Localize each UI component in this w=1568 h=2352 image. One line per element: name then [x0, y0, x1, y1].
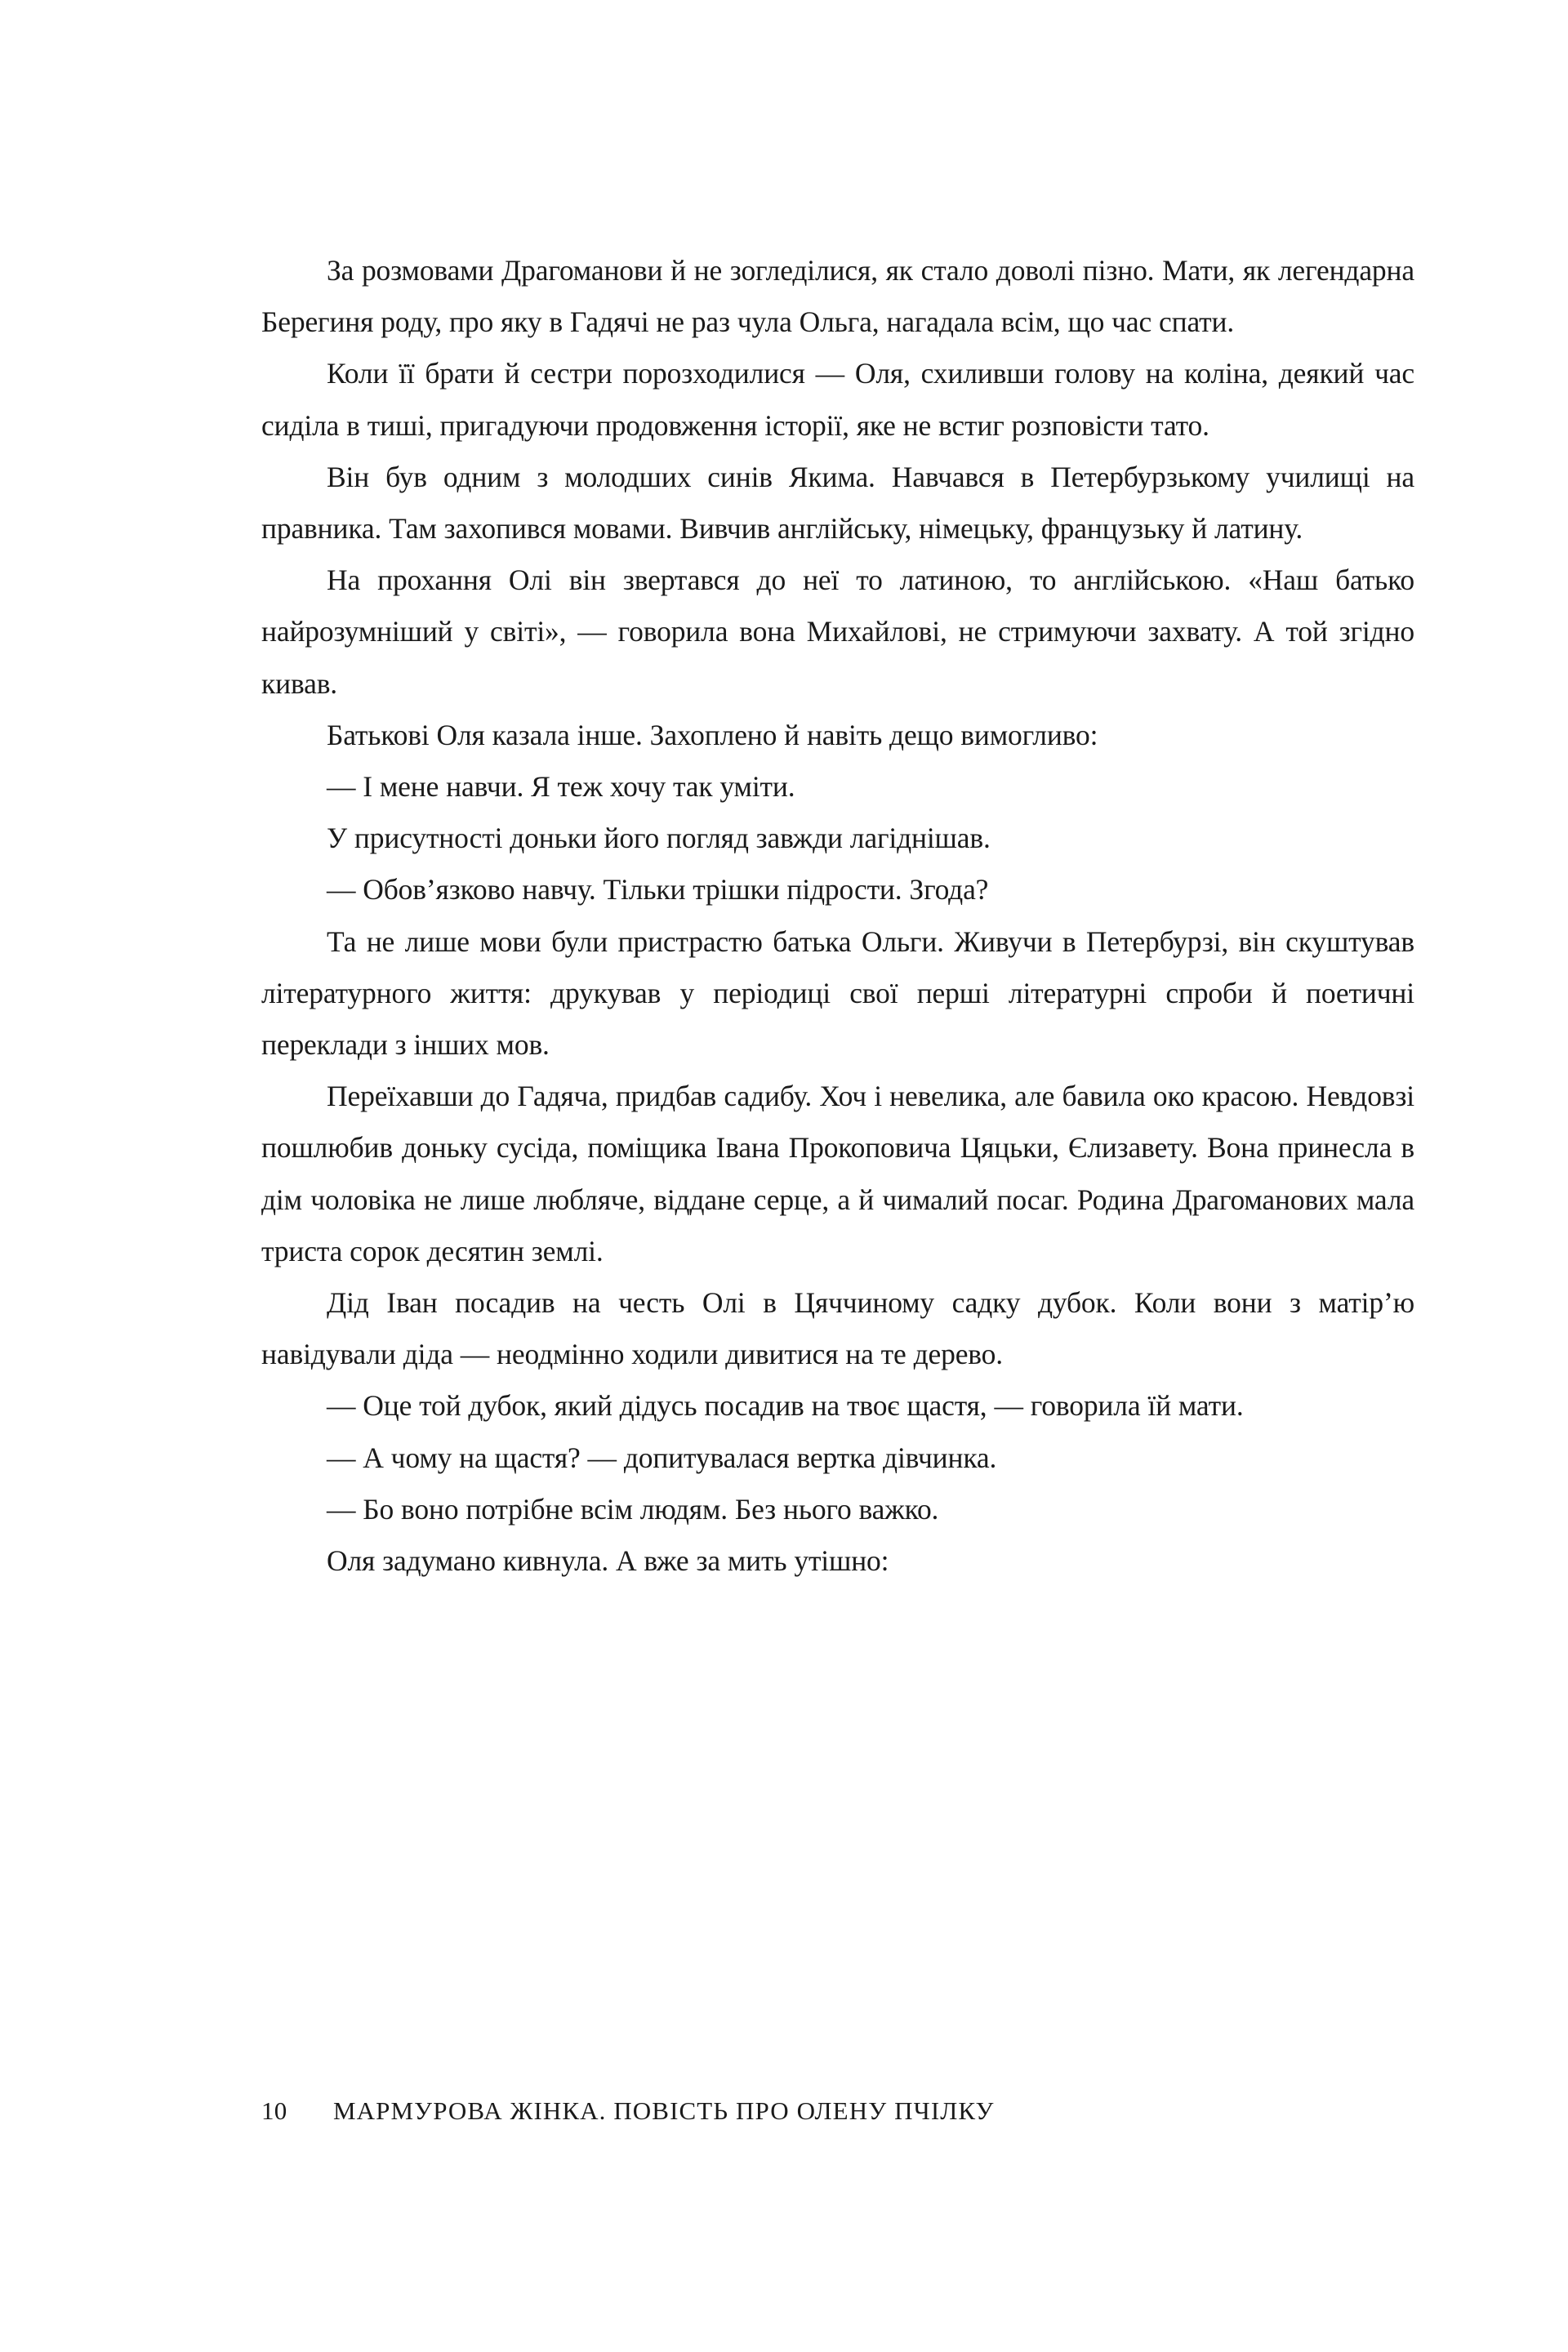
page-number: 10: [261, 2096, 287, 2125]
body-paragraph: — А чому на щастя? — допитувалася вертка дівчинка.: [327, 1441, 997, 1474]
running-title: МАРМУРОВА ЖІНКА. ПОВІСТЬ ПРО ОЛЕНУ ПЧІЛКУ: [333, 2096, 995, 2125]
body-paragraph: — Обов’язково навчу. Тільки трішки підрости. Згода?: [327, 873, 989, 906]
body-paragraph: Він був одним з молодших синів Якима. Навчався в Петербурзькому училищі на правника. Там захопився мовами. Вивчив англійську, німецьку, французьку й латину.: [261, 460, 1414, 546]
page-footer: [261, 2095, 1414, 2127]
body-paragraph: Коли її брати й сестри порозходилися — Оля, схиливши голову на коліна, деякий час сиділа в тиші, пригадуючи продовження історії, яке не встиг розповісти тато.: [261, 357, 1414, 442]
body-paragraph: Дід Іван посадив на честь Олі в Цяччиному садку дубок. Коли вони з матір’ю навідували діда — неодмінно ходили дивитися на те дерево.: [261, 1286, 1414, 1371]
body-paragraph: Оля задумано кивнула. А вже за мить утішно:: [327, 1544, 889, 1578]
body-paragraph: — Оце той дубок, який дідусь посадив на твоє щастя, — говорила їй мати.: [327, 1389, 1244, 1423]
body-paragraph: Батькові Оля казала інше. Захоплено й навіть дещо вимогливо:: [327, 718, 1098, 751]
body-paragraph: Переїхавши до Гадяча, придбав садибу. Хоч і невелика, але бавила око красою. Невдовзі пошлюбив доньку сусіда, поміщика Івана Прокоповича Цяцьки, Єлизавету. Вона принесла в дім чоловіка не лише любляче, віддане серце, а й чималий посаг. Родина Драгоманових мала триста сорок десятин землі.: [261, 1080, 1414, 1267]
body-paragraph: Та не лише мови були пристрастю батька Ольги. Живучи в Петербурзі, він скуштував літературного життя: друкував у періодиці свої перші літературні спроби й поетичні переклади з інших мов.: [261, 924, 1414, 1062]
body-paragraph: За розмовами Драгоманови й не зогледілися, як стало доволі пізно. Мати, як легендарна Берегиня роду, про яку в Гадячі не раз чула Ольга, нагадала всім, що час спати.: [261, 254, 1414, 339]
body-text-block: [261, 245, 1414, 1587]
body-paragraph: У присутності доньки його погляд завжди лагіднішав.: [327, 822, 991, 855]
body-paragraph: — І мене навчи. Я теж хочу так уміти.: [327, 770, 795, 804]
body-paragraph: На прохання Олі він звертався до неї то латиною, то англійською. «Наш батько найрозумніший у світі», — говорила вона Михайлові, не стримуючи захвату. А той згідно кивав.: [261, 564, 1414, 700]
body-paragraph: — Бо воно потрібне всім людям. Без нього важко.: [327, 1492, 939, 1526]
